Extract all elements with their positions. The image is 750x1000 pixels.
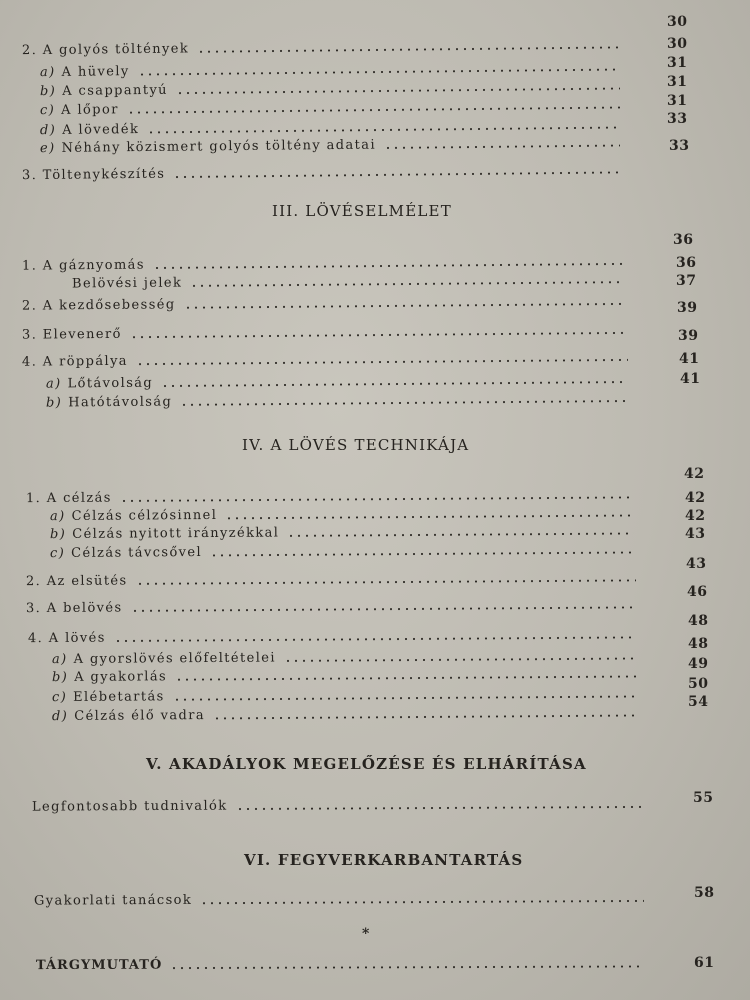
dot-leader — [184, 302, 624, 309]
chapter-heading: IV. A LÖVÉS TECHNIKÁJA — [242, 436, 470, 454]
page-number: 58 — [694, 885, 715, 901]
dot-leader — [170, 964, 644, 969]
entry-prefix: b) — [49, 526, 67, 543]
dot-leader — [114, 635, 636, 642]
entry-label: Belövési jelek — [71, 275, 183, 292]
entry-label: Célzás célzósinnel — [71, 507, 218, 524]
entry-label: 4. A lövés — [27, 630, 106, 647]
dot-leader — [173, 694, 638, 700]
entry-label: A csappantyú — [62, 82, 168, 99]
entry-label: 1. A célzás — [25, 490, 112, 507]
page-number: 55 — [693, 790, 714, 806]
entry-prefix: a) — [49, 508, 66, 525]
dot-leader — [200, 899, 644, 904]
entry-label: Célzás nyitott irányzékkal — [72, 525, 280, 542]
page-number: 39 — [677, 300, 698, 316]
entry-label: 2. A golyós töltények — [21, 41, 190, 59]
dot-leader — [197, 45, 620, 52]
dot-leader — [161, 380, 628, 387]
page-number: 33 — [669, 138, 690, 154]
entry-prefix: a) — [51, 651, 68, 668]
entry-label: 2. A kezdősebesség — [21, 297, 176, 314]
toc-entry — [52, 705, 648, 729]
entry-prefix: c) — [39, 102, 56, 119]
dot-leader — [180, 399, 628, 406]
toc-entry — [22, 162, 630, 188]
dot-leader — [210, 550, 634, 556]
page-number: 31 — [667, 74, 688, 90]
page-number: 37 — [676, 273, 697, 289]
page-number: 31 — [667, 93, 688, 109]
entry-prefix: d) — [51, 708, 69, 725]
entry-label: A hüvely — [61, 64, 130, 80]
page-number: 33 — [667, 111, 688, 127]
entry-prefix: a) — [45, 376, 62, 392]
toc-entry — [22, 293, 634, 318]
entry-label: A gyakorlás — [74, 669, 168, 685]
entry-label: Lőtávolság — [67, 375, 154, 392]
entry-prefix: c) — [49, 545, 66, 562]
dot-leader — [138, 68, 620, 76]
entry-label: Legfontosabb tudnivalók — [31, 798, 228, 815]
chapter-heading: VI. FEGYVERKARBANTARTÁS — [244, 851, 524, 869]
page-number: 36 — [676, 255, 697, 271]
entry-label: Hatótávolság — [68, 394, 173, 411]
entry-label: Célzás élő vadra — [74, 708, 206, 724]
dot-leader — [225, 513, 634, 519]
chapter-heading: III. LÖVÉSELMÉLET — [272, 202, 452, 220]
dot-leader — [136, 358, 628, 365]
dot-leader — [175, 674, 638, 680]
entry-label: Néhány közismert golyós töltény adatai — [61, 137, 377, 156]
dot-leader — [127, 106, 620, 114]
page-number: 50 — [688, 676, 709, 692]
dot-leader — [173, 170, 620, 178]
entry-label: Gyakorlati tanácsok — [33, 892, 193, 909]
entry-prefix: c) — [51, 689, 68, 706]
entry-label: A gyorslövés előfeltételei — [73, 650, 276, 667]
page-number: 39 — [678, 328, 699, 344]
page-number: 61 — [694, 955, 715, 971]
entry-label: 2. Az elsütés — [25, 573, 128, 590]
entry-label: 3. Elevenerő — [21, 326, 122, 343]
chapter-heading: V. AKADÁLYOK MEGELŐZÉSE ÉS ELHÁRÍTÁSA — [146, 755, 587, 773]
toc-entry — [72, 272, 634, 297]
dot-leader — [120, 495, 634, 502]
dot-leader — [131, 605, 636, 612]
page-number: 48 — [688, 636, 709, 652]
toc-entry — [22, 349, 638, 374]
page-number: 43 — [685, 526, 706, 542]
page-number: 48 — [688, 613, 709, 629]
toc-entry — [26, 570, 646, 594]
toc-entry — [34, 890, 654, 913]
dot-leader — [147, 126, 620, 134]
dot-leader — [190, 280, 624, 287]
entry-prefix: e) — [39, 140, 56, 157]
entry-label: Elébetartás — [73, 689, 165, 705]
dot-leader — [153, 262, 624, 269]
entry-prefix: b) — [45, 395, 63, 411]
page-number: 43 — [686, 556, 707, 572]
dot-leader — [284, 656, 638, 661]
entry-label: Célzás távcsővel — [71, 545, 203, 561]
entry-label: 1. A gáznyomás — [21, 257, 145, 274]
toc-entry — [28, 627, 646, 651]
section-asterisk: * — [362, 926, 370, 942]
page-number: 42 — [685, 508, 706, 524]
page-number: 36 — [673, 232, 694, 248]
toc-entry — [22, 322, 634, 347]
toc-entry — [32, 796, 652, 819]
toc-entry — [46, 390, 638, 415]
page-number: 42 — [685, 490, 706, 506]
entry-label: A lövedék — [62, 122, 140, 138]
entry-prefix: b) — [51, 669, 69, 686]
toc-entry — [26, 597, 646, 621]
page-number: 42 — [684, 466, 705, 482]
dot-leader — [384, 144, 620, 149]
toc-entry — [36, 956, 654, 978]
page-number: 30 — [667, 36, 688, 52]
entry-label: 3. A belövés — [25, 600, 123, 617]
page-number: 49 — [688, 656, 709, 672]
page-number: 30 — [667, 14, 688, 30]
entry-label: TÁRGYMUTATÓ — [35, 957, 163, 974]
dot-leader — [236, 805, 642, 810]
page-number: 41 — [679, 351, 700, 367]
dot-leader — [213, 713, 638, 719]
entry-prefix: a) — [39, 64, 56, 81]
entry-label: A lőpor — [61, 102, 119, 118]
toc-entry — [50, 542, 644, 566]
dot-leader — [176, 87, 620, 95]
entry-prefix: d) — [39, 122, 57, 139]
page-number: 46 — [687, 584, 708, 600]
dot-leader — [287, 531, 634, 536]
entry-prefix: b) — [39, 83, 57, 100]
page-number: 41 — [680, 371, 701, 387]
dot-leader — [136, 578, 636, 584]
page-number: 54 — [688, 694, 709, 710]
page-number: 31 — [667, 55, 688, 71]
entry-label: 4. A röppálya — [21, 353, 129, 370]
dot-leader — [130, 331, 624, 338]
entry-label: 3. Töltenykészítés — [21, 166, 166, 184]
